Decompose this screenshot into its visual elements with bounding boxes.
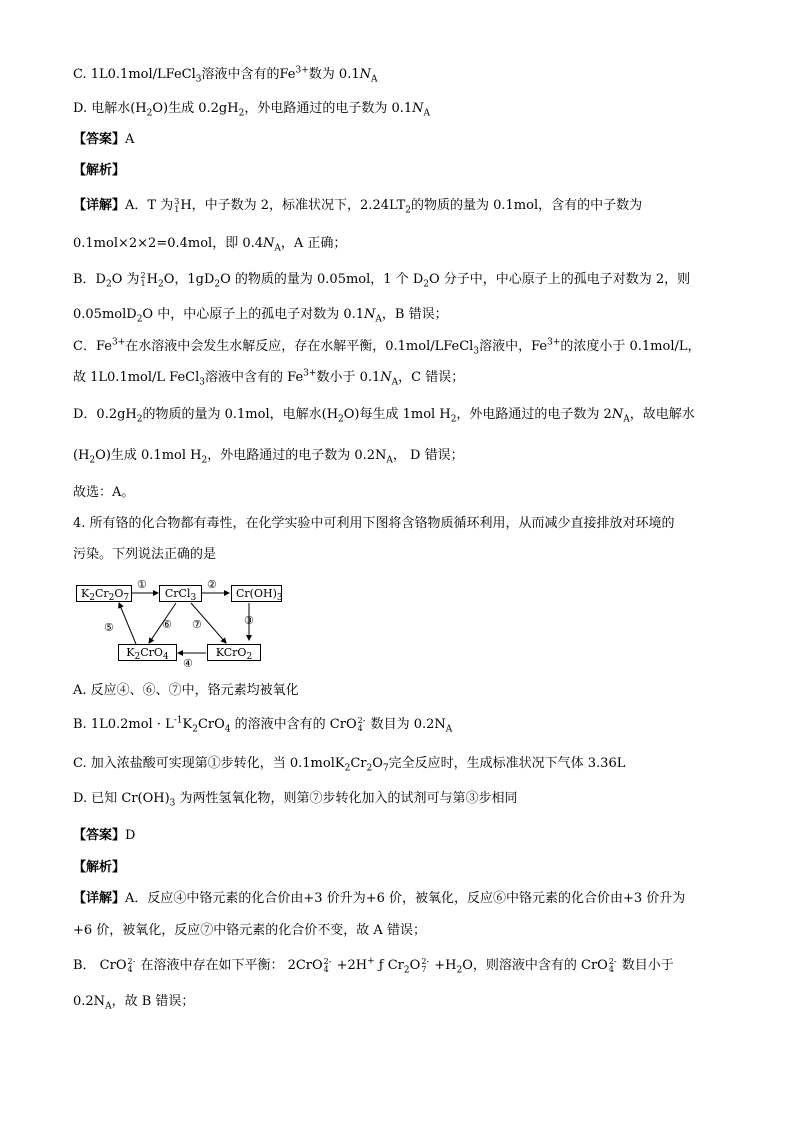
q3-answer: 【答案】A (73, 132, 135, 147)
q4-stem-line1: 4. 所有铬的化合物都有毒性，在化学实验中可利用下图将含铬物质循环利用，从而减少直接排放对环境的 (73, 516, 675, 531)
q3-detail-b-line2: 0.05molD$_2$O 中，中心原子上的孤电子对数为 $0.1N_A$，B 错误； (73, 307, 448, 325)
q4-detail-a-line1: 【详解】A．反应④中铬元素的化合价由+3 价升为+6 价，被氧化，反应⑥中铬元素的化合价由+3 价升为 (73, 891, 686, 906)
q4-stem-line2: 污染。下列说法正确的是 (73, 547, 217, 562)
q4-detail-b-line2: $0.2N_A$，故 B 错误； (73, 994, 195, 1012)
q4-answer: 【答案】D (73, 828, 136, 843)
q3-detail-c-line1: C．$Fe^{3+}$在水溶液中会发生水解反应，存在水解平衡，0.1mol/LFeCl$_3$溶液中，$Fe^{3+}$的浓度小于 0.1mol/L， (73, 337, 701, 357)
q3-detail-a-line1: 【详解】A．T 为 3 1 H，中子数为 2，标准状况下，$2.24LT_2$的物质的量为 0.1mol，含有的中子数为 (73, 196, 643, 216)
q3-detail-d-line1: D．$0.2gH_2$的物质的量为 0.1mol，电解水$(H_2O)$每生成 1mol $H_2$，外电路通过的电子数为 $2N_A$，故电解水 (73, 407, 695, 425)
q3-analysis-heading: 【解析】 (73, 163, 126, 178)
node-croh3: $Cr(OH)_3$ (231, 585, 282, 602)
q3-option-c: C. 1L0.1mol/LFeCl$_3$溶液中含有的$Fe^{3+}$数为 $0.1N_A$ (73, 65, 378, 85)
step-label-3: ③ (244, 614, 254, 627)
q4-analysis-heading: 【解析】 (73, 860, 126, 875)
q3-detail-b-line1: B．$D_2O$ 为 2 1 $H_2O$，$1gD_2O$ 的物质的量为 0.05mol，1 个 $D_2O$ 分子中，中心原子上的孤电子对数为 2，则 (73, 270, 691, 290)
q4-detail-a-line2: +6 价，被氧化，反应⑦中铬元素的化合价不变，故 A 错误； (73, 923, 426, 938)
q4-detail-b-line1: B． CrO 2- 4 在溶液中存在如下平衡： 2CrO 2- 4 +2H+ ƒ $Cr_2O$ 2- 7 $+H_2O$，则溶液中含有的 CrO 2- 4 数目小于 (73, 956, 674, 976)
node-kcro2: KCrO$_2$ (207, 644, 261, 661)
step-label-2: ② (207, 578, 217, 591)
q4-option-b: B. $1L0.2mol \cdot L^{-1}K_2CrO_4$ 的溶液中含有的 CrO 2- 4 数目为 $0.2N_A$ (73, 715, 453, 735)
q3-option-d: D. 电解水$(H_2O)$生成 $0.2gH_2$，外电路通过的电子数为 $0.1N_A$ (73, 101, 430, 119)
node-crcl3: CrCl$_3$ (159, 585, 202, 602)
step-label-6: ⑥ (162, 618, 172, 631)
q3-detail-c-line2: 故 1L0.1mol/L FeCl$_3$溶液中含有的 $Fe^{3+}$数小于 $0.1N_A$，C 错误； (73, 368, 465, 388)
chromium-cycle-diagram (74, 575, 294, 673)
q4-option-c: C. 加入浓盐酸可实现第①步转化，当 $0.1molK_2Cr_2O_7$完全反应时，生成标准状况下气体 3.36L (73, 756, 626, 774)
step-label-5: ⑤ (104, 621, 114, 634)
q3-detail-d-line2: $(H_2O)$生成 0.1mol $H_2$，外电路通过的电子数为 $0.2N_A$， D 错误； (73, 448, 464, 466)
arrow-step-5 (119, 603, 136, 644)
step-label-4: ④ (183, 657, 193, 670)
node-k2cro4: $K_2CrO_4$ (118, 644, 177, 661)
q3-choose: 故选：A。 (73, 485, 135, 500)
q4-option-d: D. 已知 $Cr(OH)_3$ 为两性氢氧化物，则第⑦步转化加入的试剂可与第③步相同 (73, 791, 518, 809)
q3-detail-a-line2: 0.1mol×2×2=0.4mol，即 $0.4N_A$，A 正确； (73, 236, 347, 254)
q4-option-a: A. 反应④、⑥、⑦中，铬元素均被氧化 (73, 683, 299, 698)
step-label-1: ① (137, 578, 147, 591)
node-k2cr2o7: $K_2Cr_2O_7$ (76, 585, 132, 602)
step-label-7: ⑦ (192, 618, 202, 631)
